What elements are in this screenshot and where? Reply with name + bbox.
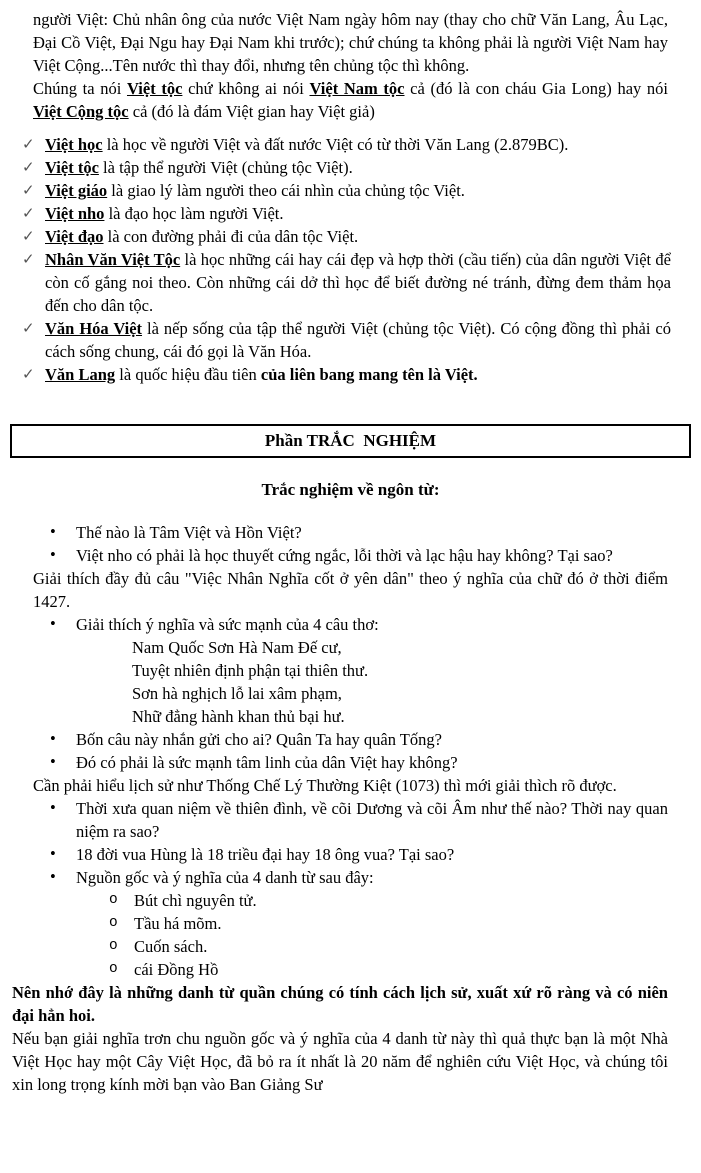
text-run: cả (đó là con cháu Gia Long) hay nói: [404, 79, 669, 98]
text-run: Phần TRẮC NGHIỆM: [264, 431, 437, 450]
text-run: là quốc hiệu đầu tiên: [115, 365, 261, 384]
text-run: Việt nho: [45, 204, 105, 223]
text-run: Sơn hà nghịch lỗ lai xâm phạm,: [132, 684, 342, 703]
poem-line: [132, 705, 701, 728]
body-paragraph: [33, 77, 668, 123]
sub-list-item: [109, 958, 668, 981]
check-icon: ✓: [22, 204, 35, 222]
subsection-title: [0, 478, 701, 501]
text-run: Việt tộc: [45, 158, 99, 177]
closing-paragraph: [12, 1027, 668, 1096]
text-run: cả (đó là đám Việt gian hay Việt giả): [128, 102, 375, 121]
bullet-list-item: [50, 866, 668, 889]
circle-bullet-icon: o: [109, 915, 118, 931]
circle-bullet-icon: o: [109, 938, 118, 954]
bullet-icon: •: [50, 798, 56, 817]
text-run: người Việt: Chủ nhân ông của nước Việt Nam ngày hôm nay (thay cho chữ Văn Lang, Âu Lạc, Đại Cồ Việt, Đại Ngu hay Đại Nam khi trước); chứ chúng ta không phải là người Việt Nam hay Việt Cộng...Tên nước thì thay đổi, nhưng tên chủng tộc thì không.: [33, 10, 668, 75]
text-run: Việt tộc: [126, 79, 183, 98]
text-run: Việt đạo: [45, 227, 104, 246]
check-icon: ✓: [22, 227, 35, 245]
spacer: [0, 386, 701, 424]
poem-line: [132, 682, 701, 705]
sub-list-item: [109, 889, 668, 912]
check-icon: ✓: [22, 250, 35, 268]
text-run: Giải thích ý nghĩa và sức mạnh của 4 câu thơ:: [76, 615, 379, 634]
check-list-item: [22, 133, 671, 156]
text-run: cái Đồng Hồ: [134, 960, 219, 979]
text-run: Việt Nam tộc: [309, 79, 405, 98]
bullet-icon: •: [50, 614, 56, 633]
text-run: Việt giáo: [45, 181, 108, 200]
check-icon: ✓: [22, 365, 35, 383]
check-list-item: [22, 156, 671, 179]
text-run: Nguồn gốc và ý nghĩa của 4 danh từ sau đây:: [76, 868, 374, 887]
text-run: 18 đời vua Hùng là 18 triều đại hay 18 ông vua? Tại sao?: [76, 845, 455, 864]
emphasis-paragraph: [12, 981, 668, 1027]
check-list-item: [22, 225, 671, 248]
bullet-icon: •: [50, 867, 56, 886]
text-run: Việt nho có phải là học thuyết cứng ngắc, lỗi thời và lạc hậu hay không? Tại sao?: [76, 546, 613, 565]
text-run: là học về người Việt và đất nước Việt có từ thời Văn Lang (2.879BC).: [102, 135, 569, 154]
text-run: Nhữ đẳng hành khan thủ bại hư.: [132, 707, 345, 726]
document-body: [0, 8, 701, 1096]
text-run: Tầu há mõm.: [134, 914, 222, 933]
check-list-item: [22, 317, 671, 363]
text-run: là đạo học làm người Việt.: [104, 204, 284, 223]
bullet-icon: •: [50, 844, 56, 863]
text-run: Thời xưa quan niệm về thiên đình, về cõi Dương và cõi Âm như thế nào? Thời nay quan niệm ra sao?: [76, 799, 668, 841]
text-run: Cuốn sách.: [134, 937, 208, 956]
text-run: Giải thích đầy đủ câu "Việc Nhân Nghĩa cốt ở yên dân" theo ý nghĩa của chữ đó ở thời điểm 1427.: [33, 569, 668, 611]
spacer: [0, 501, 701, 521]
text-run: là học những cái hay cái đẹp và hợp thời (cầu tiến) của dân người Việt để còn cố gắng noi theo. Còn những cái dở thì học để biết đường né tránh, đừng đem thảm họa đến cho dân tộc.: [45, 250, 671, 315]
sub-list-item: [109, 935, 668, 958]
spacer: [0, 123, 701, 133]
bullet-list-item: [50, 728, 668, 751]
text-run: Thế nào là Tâm Việt và Hồn Việt?: [76, 523, 302, 542]
bullet-list-item: [50, 544, 668, 567]
text-run: là nếp sống của tập thể người Việt (chủng tộc Việt). Có cộng đồng thì phải có cách sống chung, cái đó gọi là Văn Hóa.: [45, 319, 671, 361]
spacer: [0, 458, 701, 478]
body-paragraph: [33, 567, 668, 613]
body-paragraph: [33, 8, 668, 77]
check-icon: ✓: [22, 319, 35, 337]
check-list-item: [22, 363, 671, 386]
bullet-list-item: [50, 797, 668, 843]
text-run: là tập thể người Việt (chủng tộc Việt).: [98, 158, 353, 177]
text-run: Cần phải hiểu lịch sử như Thống Chế Lý Thường Kiệt (1073) thì mới giải thìch rõ được.: [33, 776, 617, 795]
check-icon: ✓: [22, 158, 35, 176]
bullet-list-item: [50, 613, 668, 636]
text-run: Văn Hóa Việt: [45, 319, 143, 338]
bullet-icon: •: [50, 729, 56, 748]
poem-line: [132, 636, 701, 659]
check-list-item: [22, 248, 671, 317]
text-run: Nhân Văn Việt Tộc: [45, 250, 181, 269]
bullet-list-item: [50, 751, 668, 774]
sub-list-item: [109, 912, 668, 935]
text-run: chứ không ai nói: [182, 79, 310, 98]
check-icon: ✓: [22, 135, 35, 153]
text-run: là giao lý làm người theo cái nhìn của chủng tộc Việt.: [107, 181, 465, 200]
text-run: của liên bang mang tên là Việt.: [260, 365, 478, 384]
bullet-list-item: [50, 521, 668, 544]
circle-bullet-icon: o: [109, 892, 118, 908]
check-list-item: [22, 179, 671, 202]
circle-bullet-icon: o: [109, 961, 118, 977]
text-run: là con đường phải đi của dân tộc Việt.: [103, 227, 359, 246]
bullet-list-item: [50, 843, 668, 866]
text-run: Trắc nghiệm về ngôn từ:: [261, 480, 440, 499]
text-run: Bút chì nguyên tử.: [134, 891, 257, 910]
text-run: Đó có phải là sức mạnh tâm linh của dân Việt hay không?: [76, 753, 458, 772]
text-run: Chúng ta nói: [33, 79, 127, 98]
text-run: Việt Cộng tộc: [33, 102, 129, 121]
text-run: Văn Lang: [45, 365, 116, 384]
section-box-title: [10, 424, 691, 458]
poem-line: [132, 659, 701, 682]
text-run: Nam Quốc Sơn Hà Nam Đế cư,: [132, 638, 342, 657]
body-paragraph: [33, 774, 668, 797]
text-run: Việt học: [45, 135, 103, 154]
bullet-icon: •: [50, 752, 56, 771]
text-run: Tuyệt nhiên định phận tại thiên thư.: [132, 661, 369, 680]
bullet-icon: •: [50, 545, 56, 564]
check-icon: ✓: [22, 181, 35, 199]
text-run: Bốn câu này nhắn gửi cho ai? Quân Ta hay quân Tống?: [76, 730, 442, 749]
text-run: Nếu bạn giải nghĩa trơn chu nguồn gốc và ý nghĩa của 4 danh từ này thì quả thực bạn là một Nhà Việt Học hay một Cây Việt Học, đã bỏ ra ít nhất là 20 năm để nghiên cứu Việt Học, và chúng tôi xin long trọng kính mời bạn vào Ban Giảng Sư: [12, 1029, 668, 1094]
bullet-icon: •: [50, 522, 56, 541]
check-list-item: [22, 202, 671, 225]
text-run: Nên nhớ đây là những danh từ quần chúng có tính cách lịch sử, xuất xứ rõ ràng và có niên đại hẳn hoi.: [12, 983, 668, 1025]
